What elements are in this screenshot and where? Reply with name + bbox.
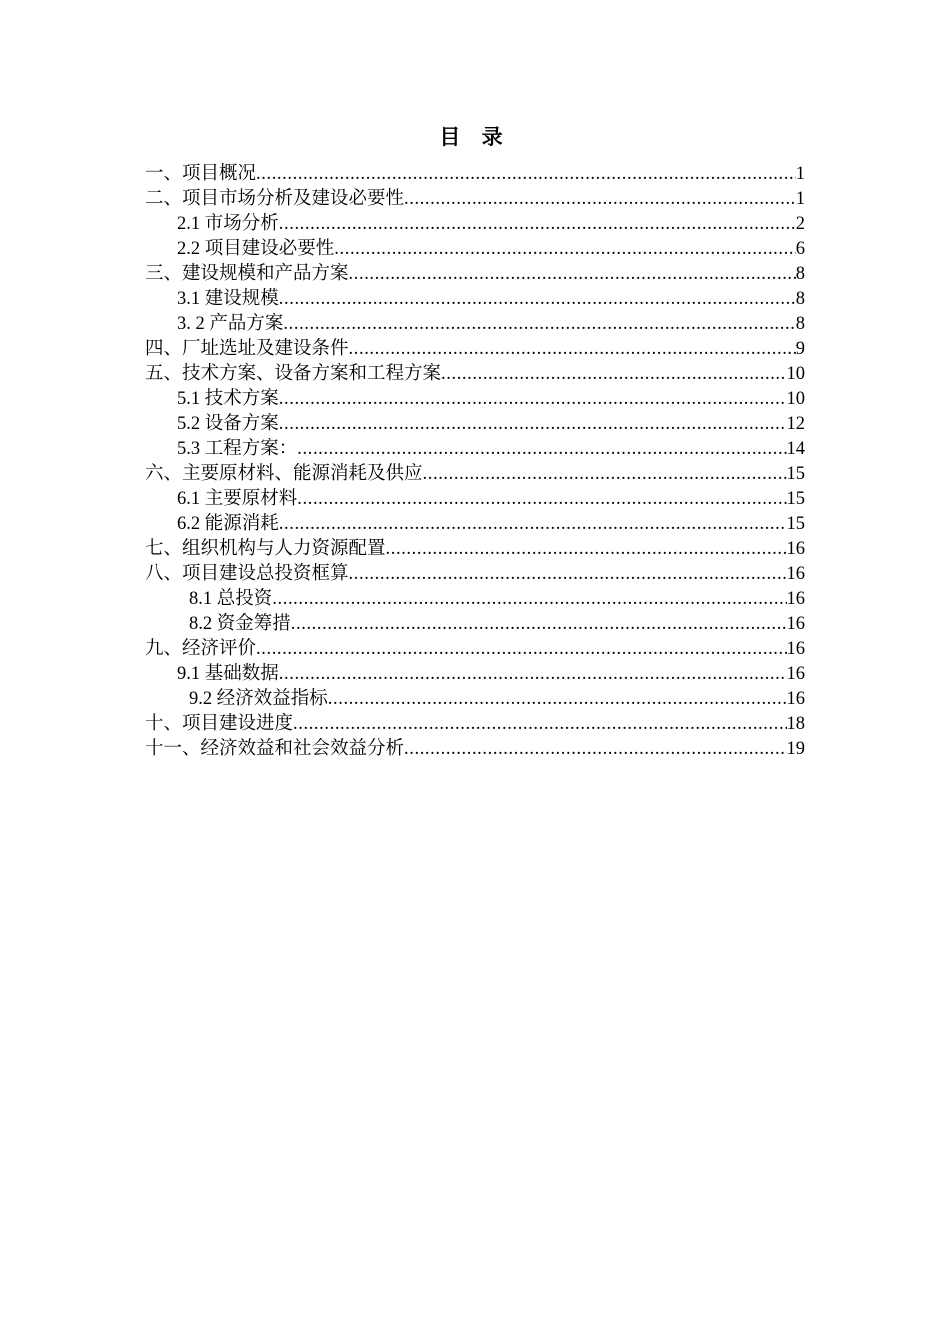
toc-leader-dots [283,312,795,337]
toc-leader-dots [423,462,787,487]
toc-entry-label: 八、项目建设总投资框算 [145,564,349,584]
toc-entry-page: 16 [786,614,805,634]
toc-entry-page: 18 [786,714,805,734]
toc-entry-label: 十一、经济效益和社会效益分析 [145,739,405,759]
toc-entry[interactable] [145,362,805,387]
toc-entry-page: 10 [786,389,805,409]
toc-entry-label: 一、项目概况 [145,164,257,184]
toc-entry-page: 2 [795,214,805,234]
toc-entry[interactable] [177,212,805,237]
toc-leader-dots [279,212,796,237]
toc-entry[interactable] [145,737,805,762]
toc-title: 目 录 [439,125,511,149]
toc-entry-label: 5.1 技术方案 [177,389,279,409]
toc-entry[interactable] [145,187,805,212]
toc-entry-label: 三、建设规模和产品方案 [145,264,349,284]
toc-leader-dots [441,362,786,387]
toc-entry-label: 九、经济评价 [145,639,257,659]
toc-entry[interactable] [177,287,805,312]
toc-entry-page: 16 [786,539,805,559]
toc-leader-dots [404,737,786,762]
toc-entry[interactable] [177,512,805,537]
toc-entry-label: 六、主要原材料、能源消耗及供应 [145,464,423,484]
toc-entry-label: 五、技术方案、设备方案和工程方案 [145,364,442,384]
toc-entry[interactable] [177,387,805,412]
toc-entry-label: 6.1 主要原材料 [177,489,298,509]
toc-entry[interactable] [189,612,805,637]
toc-entry[interactable] [189,687,805,712]
toc-entry-page: 6 [795,239,805,259]
toc-entry-page: 15 [786,514,805,534]
toc-entry-page: 15 [786,489,805,509]
toc-entry-page: 1 [795,189,805,209]
toc-leader-dots [279,287,796,312]
toc-entry-label: 3. 2 产品方案 [177,314,284,334]
toc-entry-label: 四、厂址选址及建设条件 [145,339,349,359]
toc-leader-dots [349,262,796,287]
toc-entry-page: 16 [786,689,805,709]
toc-entry-page: 9 [795,339,805,359]
toc-leader-dots [328,687,787,712]
toc-leader-dots [297,437,786,462]
toc-entry-page: 8 [795,314,805,334]
toc-entry[interactable] [145,562,805,587]
toc-entry-label: 5.3 工程方案： [177,439,298,459]
toc-entry-page: 10 [786,364,805,384]
toc-entry[interactable] [145,162,805,187]
toc-entry[interactable] [177,237,805,262]
toc-entry[interactable] [145,462,805,487]
toc-entry-label: 5.2 设备方案 [177,414,279,434]
toc-entry-page: 16 [786,589,805,609]
toc-entry-label: 3.1 建设规模 [177,289,279,309]
toc-entry[interactable] [177,662,805,687]
toc-entry-label: 8.1 总投资 [189,589,273,609]
toc-leader-dots [293,712,786,737]
toc-entry-page: 19 [786,739,805,759]
toc-leader-dots [349,562,787,587]
toc-entry[interactable] [189,587,805,612]
toc-leader-dots [279,662,787,687]
toc-entry[interactable] [177,487,805,512]
toc-entry-label: 二、项目市场分析及建设必要性 [145,189,405,209]
toc-leader-dots [297,487,786,512]
toc-leader-dots [334,237,795,262]
toc-leader-dots [279,387,787,412]
toc-entry[interactable] [145,262,805,287]
toc-leader-dots [256,162,796,187]
toc-entry-label: 8.2 资金筹措 [189,614,291,634]
toc-entry-page: 16 [786,564,805,584]
toc-entry-page: 8 [795,289,805,309]
toc-entry-label: 十、项目建设进度 [145,714,294,734]
toc-entry-page: 8 [795,264,805,284]
toc-entry-page: 12 [786,414,805,434]
toc-entry[interactable] [145,637,805,662]
toc-entry-label: 6.2 能源消耗 [177,514,279,534]
toc-entry[interactable] [145,712,805,737]
toc-leader-dots [256,637,786,662]
toc-entry-label: 9.1 基础数据 [177,664,279,684]
toc-entry-page: 16 [786,639,805,659]
toc-leader-dots [291,612,787,637]
toc-entry[interactable] [177,412,805,437]
toc-entry-page: 1 [795,164,805,184]
toc-entry-label: 七、组织机构与人力资源配置 [145,539,386,559]
toc-leader-dots [272,587,786,612]
toc-entry-label: 2.1 市场分析 [177,214,279,234]
toc-entry[interactable] [145,537,805,562]
toc-leader-dots [349,337,796,362]
toc-leader-dots [279,412,787,437]
toc-leader-dots [404,187,796,212]
toc-entry[interactable] [145,337,805,362]
toc-entry[interactable] [177,437,805,462]
toc-entry-page: 16 [786,664,805,684]
toc-leader-dots [386,537,787,562]
toc-entry-label: 2.2 项目建设必要性 [177,239,335,259]
toc-entry-label: 9.2 经济效益指标 [189,689,328,709]
toc-entry-page: 15 [786,464,805,484]
toc-entry-page: 14 [786,439,805,459]
toc-leader-dots [279,512,787,537]
toc-entry[interactable] [177,312,805,337]
